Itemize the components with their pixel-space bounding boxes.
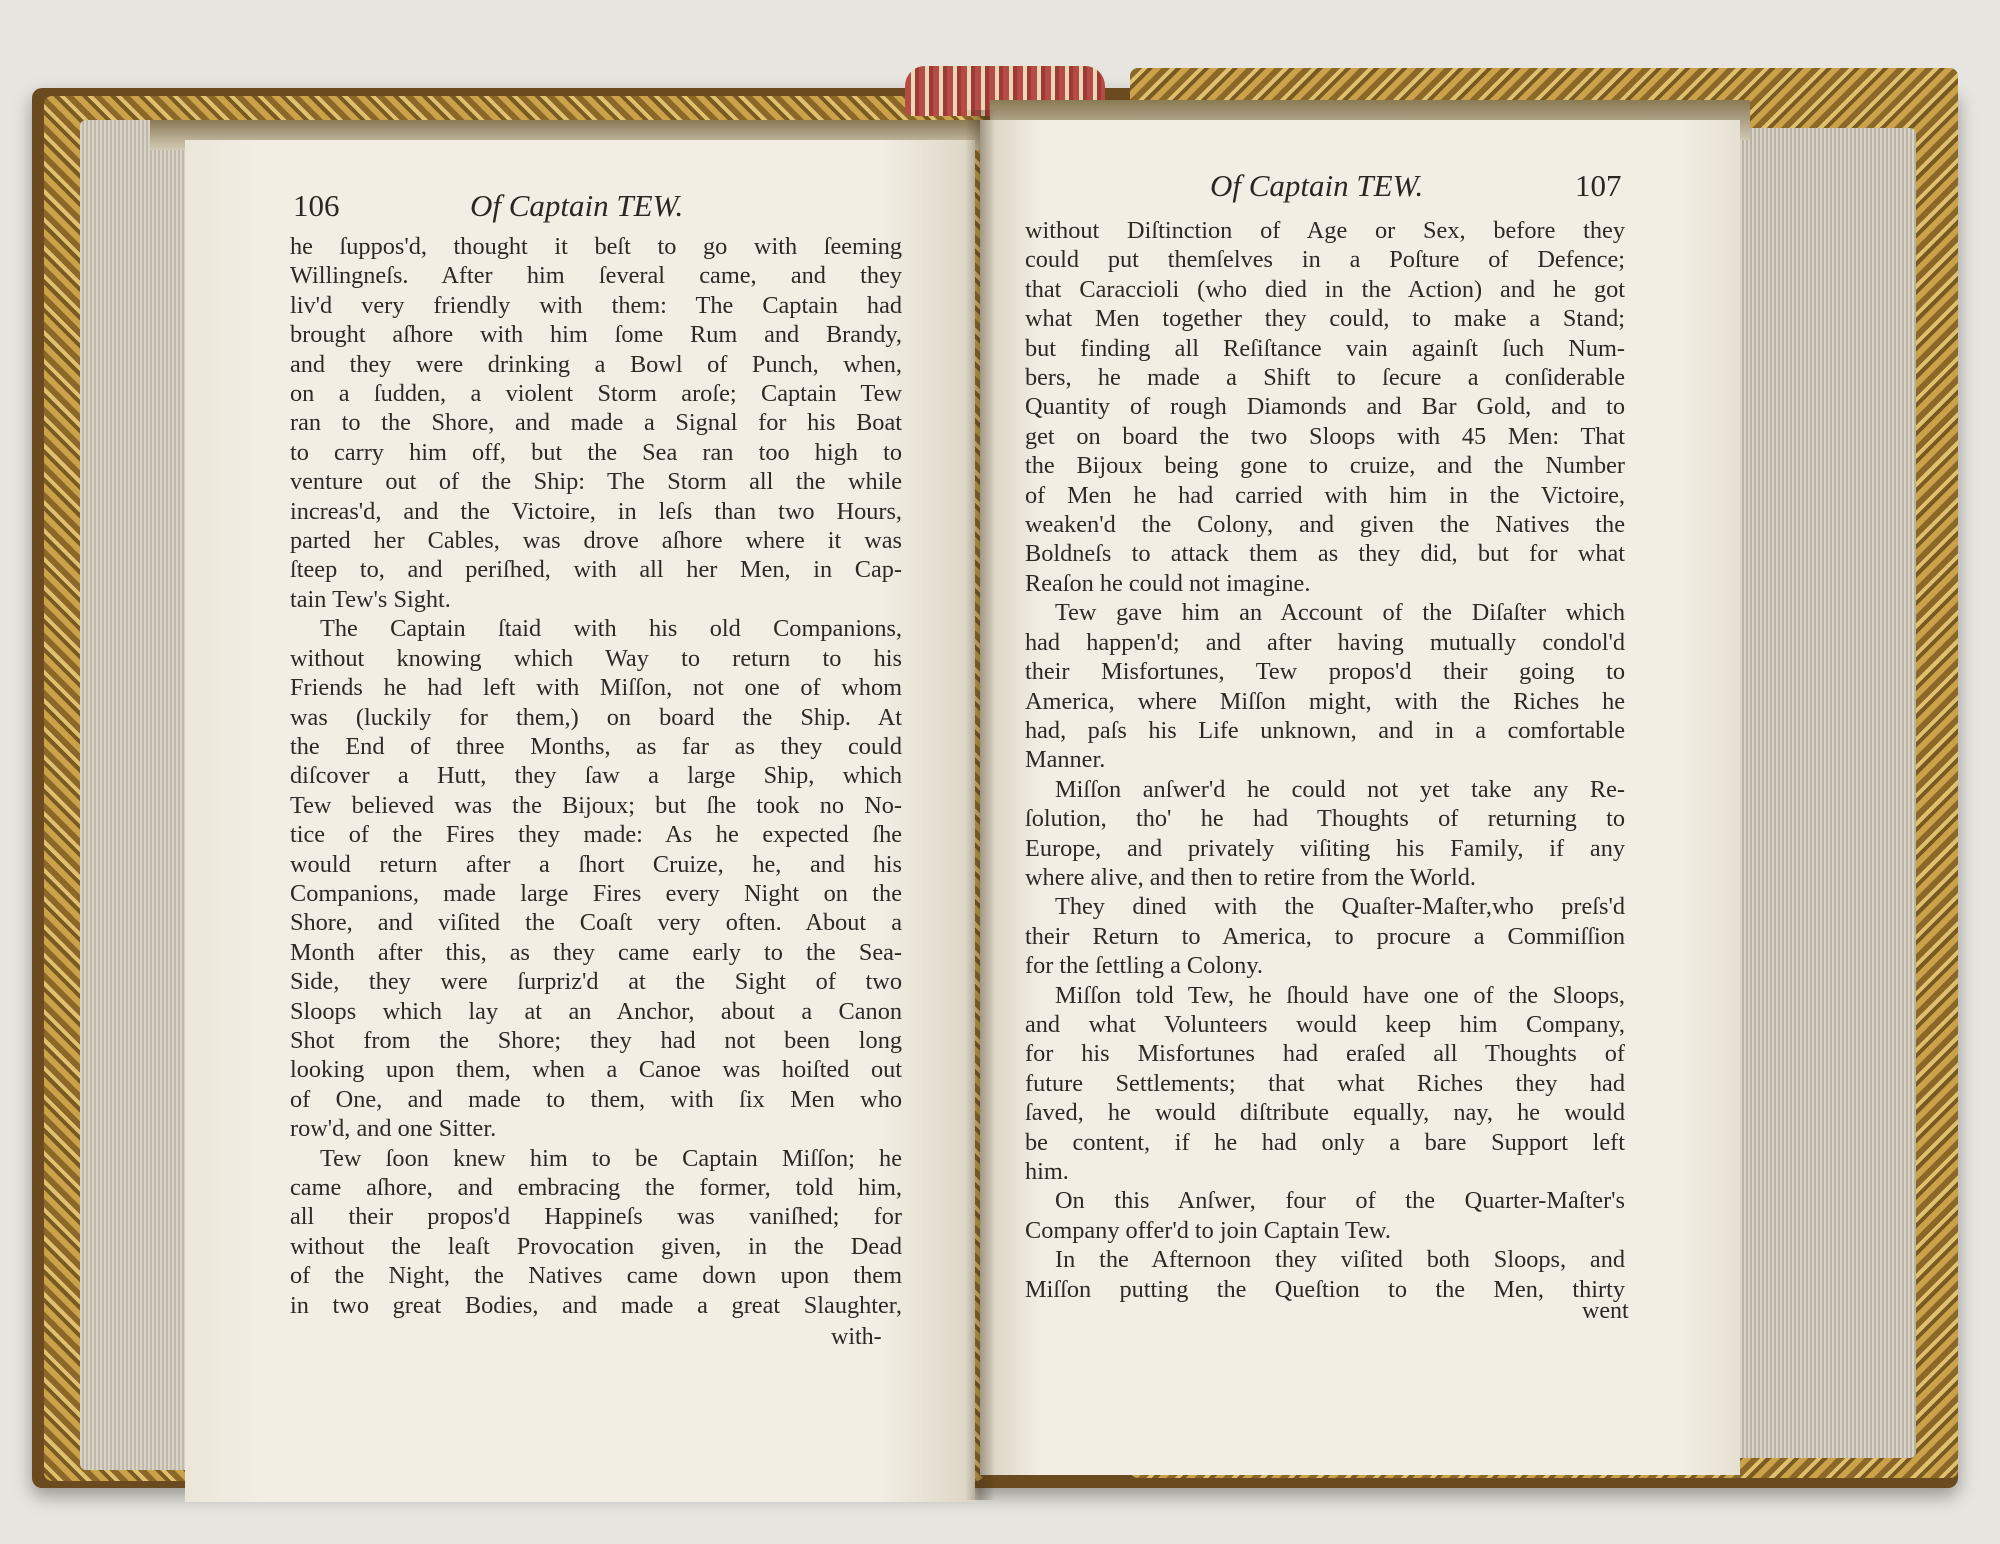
text-line: had, paſs his Life unknown, and in a comfortable xyxy=(1025,716,1625,744)
left-catchword: with- xyxy=(831,1324,882,1350)
text-line: Europe, and privately viſiting his Family, if any xyxy=(1025,834,1625,862)
right-page-number: 107 xyxy=(1575,168,1622,203)
text-line: Companions, made large Fires every Night on the xyxy=(290,879,902,907)
text-line: Miſſon anſwer'd he could not yet take any Re- xyxy=(1055,775,1625,803)
text-line: the End of three Months, as far as they could xyxy=(290,732,902,760)
text-line: but finding all Reſiſtance vain againſt ſuch Num- xyxy=(1025,334,1625,362)
text-line: of the Night, the Natives came down upon them xyxy=(290,1262,902,1290)
text-line: all their propos'd Happineſs was vaniſhed; for xyxy=(290,1203,902,1231)
gutter-shadow xyxy=(965,110,995,1500)
text-line: Tew gave him an Account of the Diſaſter which xyxy=(1055,599,1625,627)
text-line: ſolution, tho' he had Thoughts of returning to xyxy=(1025,805,1625,833)
right-running-head-text: Of Captain TEW. xyxy=(1210,168,1424,203)
text-line: In the Afternoon they viſited both Sloops, and xyxy=(1055,1246,1625,1274)
text-line: on a ſudden, a violent Storm aroſe; Captain Tew xyxy=(290,380,902,408)
text-line: was (luckily for them,) on board the Ship. At xyxy=(290,703,902,731)
left-page-number: 106 xyxy=(293,188,340,223)
left-page-stack xyxy=(80,120,190,1470)
text-line: ran to the Shore, and made a Signal for his Boat xyxy=(290,409,902,437)
text-line: without knowing which Way to return to his xyxy=(290,644,902,672)
text-line: Side, they were ſurpriz'd at the Sight of two xyxy=(290,968,902,996)
text-line: him. xyxy=(1025,1158,1069,1185)
right-page-stack xyxy=(1736,128,1916,1458)
text-line: came aſhore, and embracing the former, told him, xyxy=(290,1174,902,1201)
text-line: of One, and made to them, with ſix Men who xyxy=(290,1085,902,1113)
text-line: Friends he had left with Miſſon, not one of whom xyxy=(290,674,902,702)
text-line: their Return to America, to procure a Commiſſion xyxy=(1025,922,1625,950)
left-body-text xyxy=(290,232,902,1320)
text-line: ſteep to, and periſhed, with all her Men, in Cap- xyxy=(290,556,902,584)
text-line: their Misfortunes, Tew propos'd their going to xyxy=(1025,658,1625,686)
text-line: bers, he made a Shift to ſecure a conſiderable xyxy=(1025,364,1625,392)
text-line: brought aſhore with him ſome Rum and Brandy, xyxy=(290,321,902,349)
left-running-head xyxy=(470,188,683,224)
text-line: They dined with the Quaſter-Maſter,who preſs'd xyxy=(1055,893,1625,921)
right-page xyxy=(980,120,1740,1475)
text-line: liv'd very friendly with them: The Captain had xyxy=(290,291,902,319)
text-line: America, where Miſſon might, with the Riches he xyxy=(1025,687,1625,715)
text-line: Reaſon he could not imagine. xyxy=(1025,569,1311,597)
text-line: Month after this, as they came early to the Sea- xyxy=(290,938,902,966)
text-line: tice of the Fires they made: As he expected ſhe xyxy=(290,821,902,849)
text-line: parted her Cables, was drove aſhore where it was xyxy=(290,527,902,555)
text-line: be content, if he had only a bare Support left xyxy=(1025,1128,1625,1156)
text-line: Tew believed was the Bijoux; but ſhe took no No- xyxy=(290,791,902,819)
text-line: On this Anſwer, four of the Quarter-Maſter's xyxy=(1055,1187,1625,1215)
text-line: without Diſtinction of Age or Sex, before they xyxy=(1025,217,1625,244)
text-line: had happen'd; and after having mutually condol'd xyxy=(1025,628,1625,656)
text-line: tain Tew's Sight. xyxy=(290,585,451,613)
text-line: diſcover a Hutt, they ſaw a large Ship, which xyxy=(290,762,902,790)
text-line: Willingneſs. After him ſeveral came, and they xyxy=(290,262,902,290)
text-line: increas'd, and the Victoire, in leſs than two Hours, xyxy=(290,497,902,525)
text-line: to carry him off, but the Sea ran too high to xyxy=(290,438,902,466)
text-line: for his Misfortunes had eraſed all Thoughts of xyxy=(1025,1040,1625,1068)
text-line: that Caraccioli (who died in the Action) and he got xyxy=(1025,275,1625,303)
text-line: get on board the two Sloops with 45 Men: That xyxy=(1025,422,1625,450)
text-line: Boldneſs to attack them as they did, but for what xyxy=(1025,540,1625,568)
right-running-head xyxy=(1210,168,1423,204)
text-line: and they were drinking a Bowl of Punch, when, xyxy=(290,350,902,378)
text-line: row'd, and one Sitter. xyxy=(290,1115,497,1143)
text-line: ſaved, he would diſtribute equally, nay, he would xyxy=(1025,1099,1625,1127)
text-line: Miſſon told Tew, he ſhould have one of the Sloops, xyxy=(1055,981,1625,1009)
text-line: could put themſelves in a Poſture of Defence; xyxy=(1025,246,1625,274)
text-line: in two great Bodies, and made a great Slaughter, xyxy=(290,1291,902,1319)
text-line: weaken'd the Colony, and given the Natives the xyxy=(1025,511,1625,539)
text-line: future Settlements; that what Riches they had xyxy=(1025,1069,1625,1097)
text-line: what Men together they could, to make a Stand; xyxy=(1025,305,1625,333)
right-catchword: went xyxy=(1582,1298,1629,1324)
text-line: looking upon them, when a Canoe was hoiſted out xyxy=(290,1056,902,1084)
text-line: and what Volunteers would keep him Company, xyxy=(1025,1010,1625,1038)
text-line: Company offer'd to join Captain Tew. xyxy=(1025,1216,1391,1244)
text-line: the Bijoux being gone to cruize, and the Number xyxy=(1025,452,1625,480)
text-line: for the ſettling a Colony. xyxy=(1025,952,1263,980)
text-line: The Captain ſtaid with his old Companions, xyxy=(320,615,902,643)
text-line: Quantity of rough Diamonds and Bar Gold, and to xyxy=(1025,393,1625,421)
left-page xyxy=(185,140,975,1502)
text-line: without the leaſt Provocation given, in the Dead xyxy=(290,1232,902,1260)
text-line: of Men he had carried with him in the Victoire, xyxy=(1025,481,1625,509)
text-line: Shot from the Shore; they had not been long xyxy=(290,1026,902,1054)
text-line: venture out of the Ship: The Storm all the while xyxy=(290,468,902,496)
text-line: Manner. xyxy=(1025,746,1106,774)
text-line: Tew ſoon knew him to be Captain Miſſon; he xyxy=(320,1144,902,1172)
text-line: where alive, and then to retire from the World. xyxy=(1025,863,1476,891)
text-line: would return after a ſhort Cruize, he, and his xyxy=(290,850,902,878)
text-line: he ſuppos'd, thought it beſt to go with ſeeming xyxy=(290,233,902,260)
text-line: Miſſon putting the Queſtion to the Men, thirty xyxy=(1025,1275,1625,1303)
left-running-head-text: Of Captain TEW. xyxy=(470,188,684,223)
right-body-text xyxy=(1025,216,1625,1304)
text-line: Sloops which lay at an Anchor, about a Canon xyxy=(290,997,902,1025)
text-line: Shore, and viſited the Coaſt very often. About a xyxy=(290,909,902,937)
